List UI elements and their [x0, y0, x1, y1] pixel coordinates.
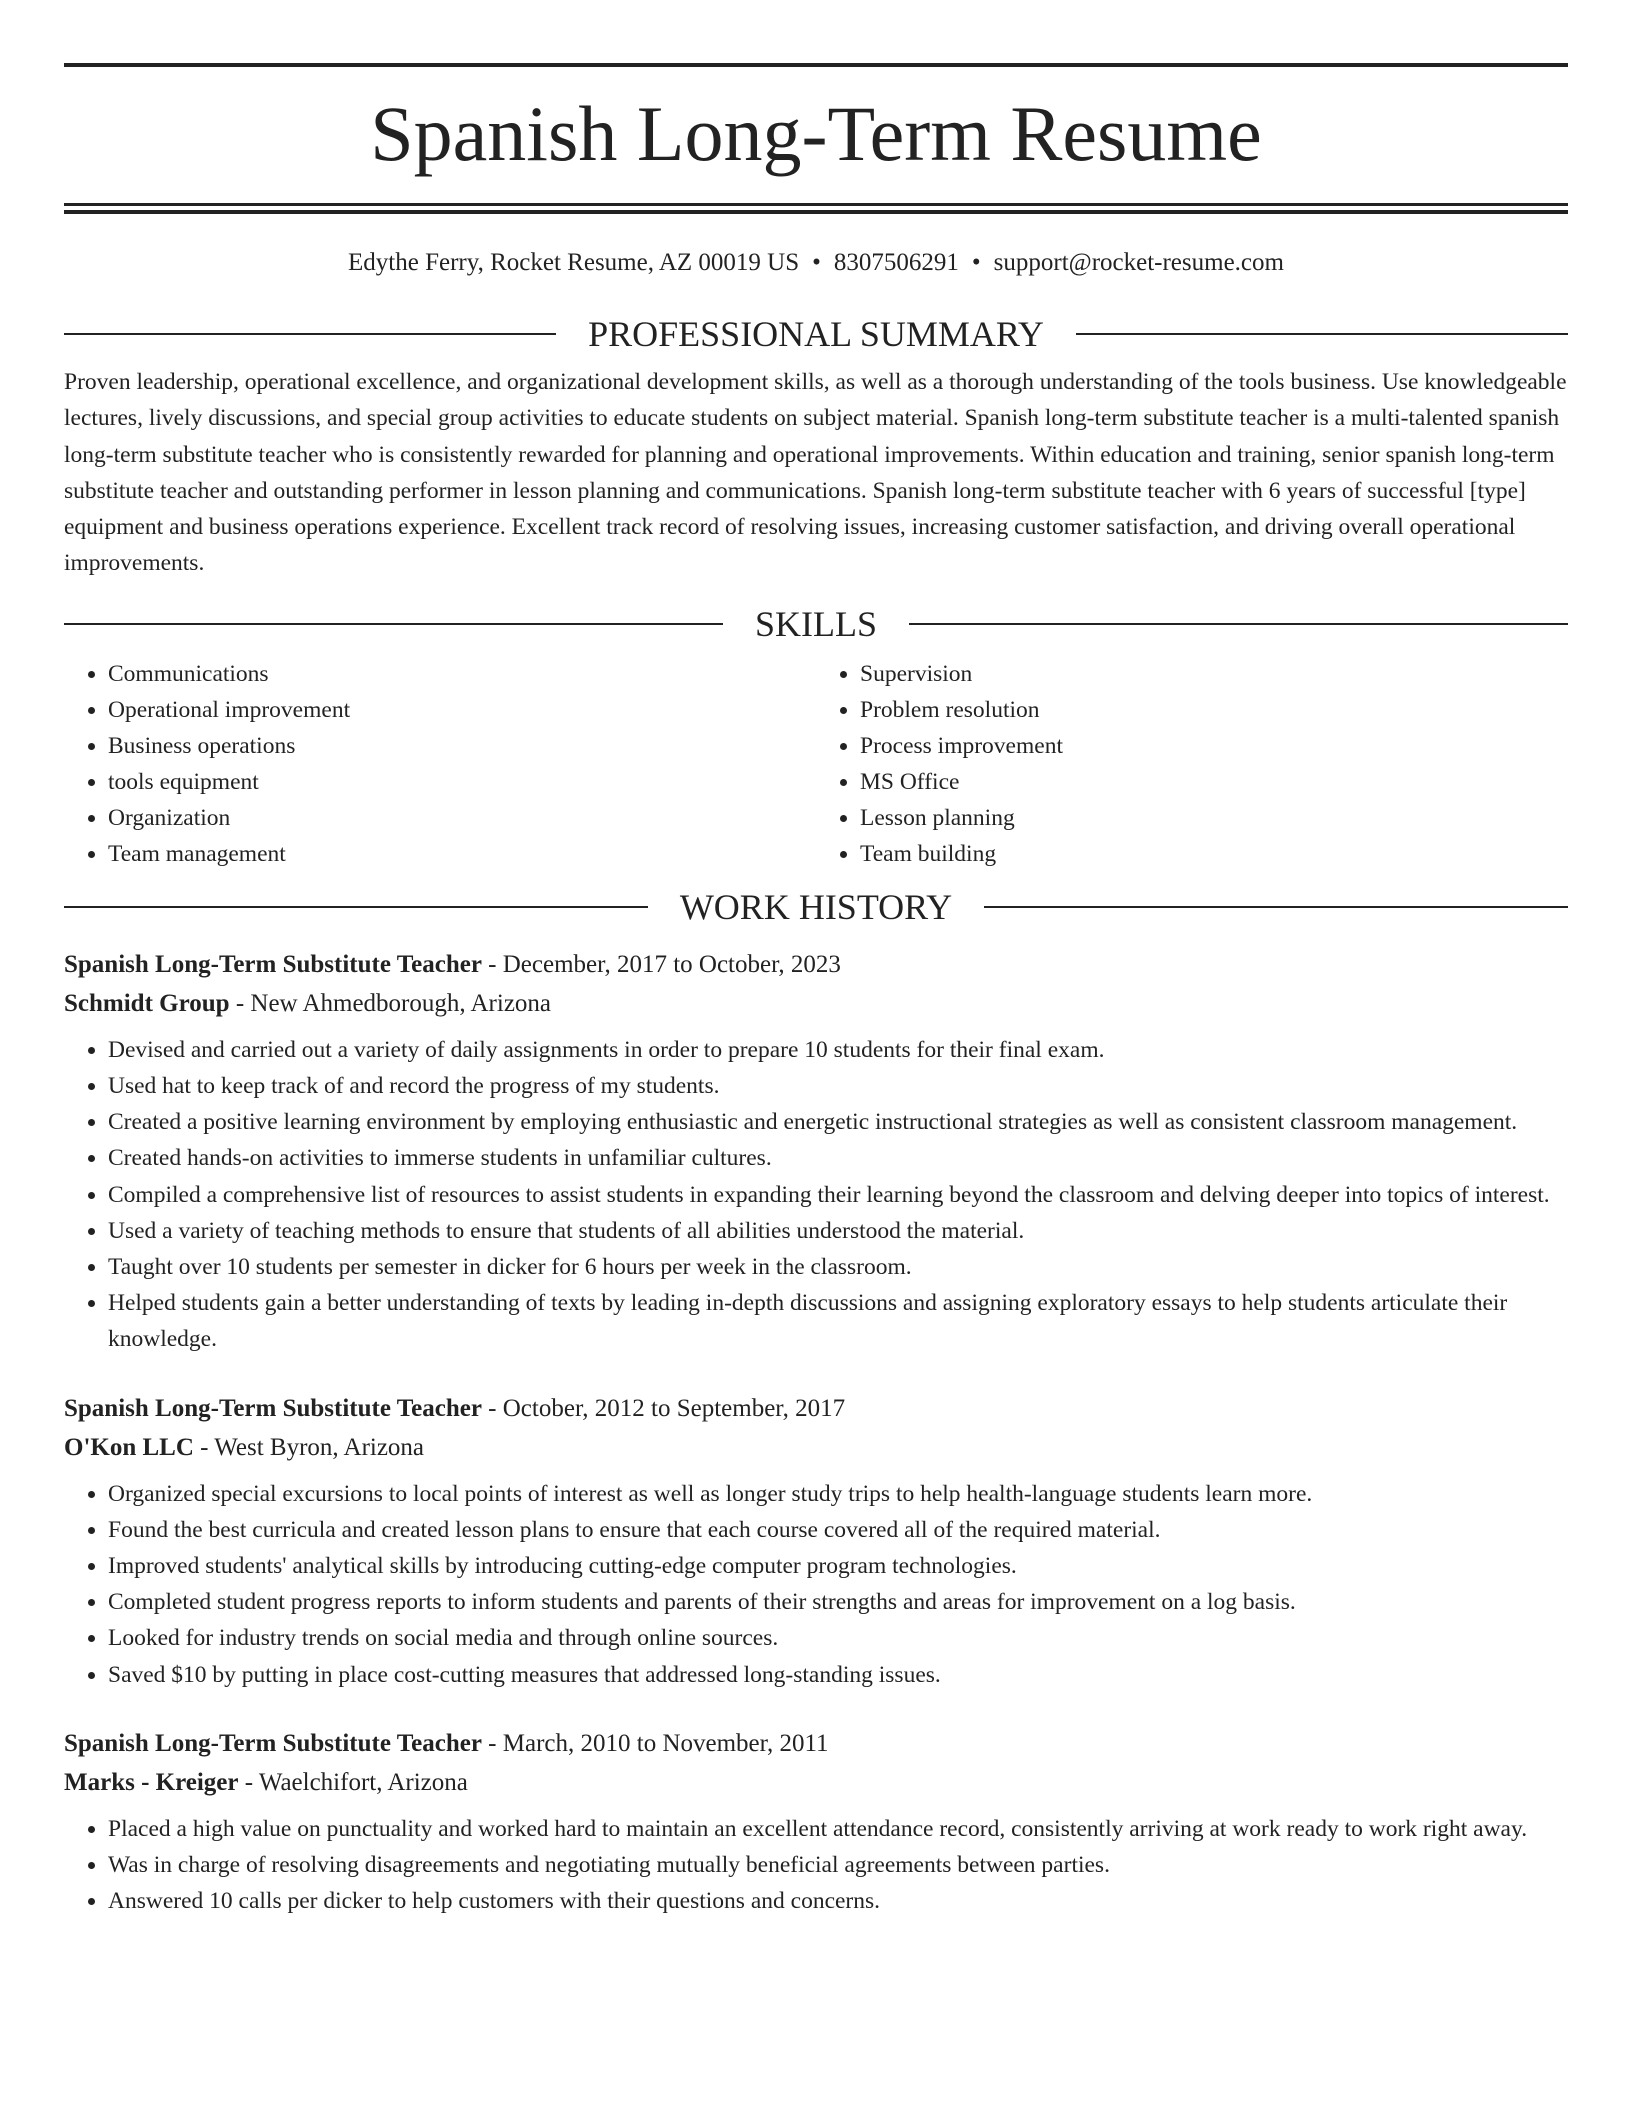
section-rule-left: [64, 333, 556, 335]
skill-item: • Lesson planning: [860, 800, 1568, 836]
job-bullets: [64, 1476, 1568, 1693]
title-double-rule: [64, 203, 1568, 214]
job-entry: [64, 1389, 1568, 1693]
skill-item: • Process improvement: [860, 728, 1568, 764]
job-dates: - October, 2012 to September, 2017: [481, 1394, 846, 1422]
skill-item: • Business operations: [108, 728, 816, 764]
job-company: Schmidt Group: [64, 989, 230, 1017]
skills-column-left: [64, 656, 816, 872]
section-rule-right: [984, 906, 1568, 908]
job-bullet: • Completed student progress reports to inform students and parents of their strengths and areas for improvement on a log basis.: [108, 1584, 1568, 1620]
job-title-line: [64, 945, 1568, 984]
job-bullet: • Used hat to keep track of and record the progress of my students.: [108, 1068, 1568, 1104]
work-section-header: [64, 887, 1568, 927]
skill-item: • Problem resolution: [860, 692, 1568, 728]
top-rule: [64, 63, 1568, 67]
skills-column-right: [816, 656, 1568, 872]
job-bullet: • Answered 10 calls per dicker to help customers with their questions and concerns.: [108, 1883, 1568, 1919]
section-rule-left: [64, 623, 723, 625]
contact-phone: 8307506291: [833, 249, 959, 276]
resume-page: [64, 0, 1568, 1919]
job-bullet: • Taught over 10 students per semester in dicker for 6 hours per week in the classroom.: [108, 1249, 1568, 1285]
contact-email: support@rocket-resume.com: [993, 249, 1284, 276]
job-bullets: [64, 1032, 1568, 1358]
job-title-line: [64, 1389, 1568, 1428]
job-bullet: • Helped students gain a better understanding of texts by leading in-depth discussions and assigning exploratory essays to help students articulate their knowledge.: [108, 1285, 1568, 1357]
skill-item: • Team building: [860, 836, 1568, 872]
job-title: Spanish Long-Term Substitute Teacher: [64, 1394, 482, 1422]
job-location: - New Ahmedborough, Arizona: [229, 989, 552, 1017]
skills-section-header: [64, 604, 1568, 644]
skill-item: • Team management: [108, 836, 816, 872]
job-entry: [64, 1724, 1568, 1920]
job-company-line: [64, 984, 1568, 1023]
job-bullet: • Organized special excursions to local points of interest as well as longer study trips to help health-language students learn more.: [108, 1476, 1568, 1512]
job-entry: [64, 945, 1568, 1358]
job-bullet: • Created hands-on activities to immerse students in unfamiliar cultures.: [108, 1140, 1568, 1176]
job-bullet: • Compiled a comprehensive list of resources to assist students in expanding their learning beyond the classroom and delving deeper into topics of interest.: [108, 1177, 1568, 1213]
skills-list: [64, 656, 1568, 872]
job-bullet: • Was in charge of resolving disagreements and negotiating mutually beneficial agreements between parties.: [108, 1847, 1568, 1883]
section-rule-left: [64, 906, 648, 908]
job-company-line: [64, 1763, 1568, 1802]
job-location: - West Byron, Arizona: [193, 1433, 425, 1461]
job-title: Spanish Long-Term Substitute Teacher: [64, 1729, 482, 1757]
contact-line: [64, 248, 1568, 278]
job-bullet: • Found the best curricula and created lesson plans to ensure that each course covered all of the required material.: [108, 1512, 1568, 1548]
skill-item: • Organization: [108, 800, 816, 836]
work-heading: WORK HISTORY: [679, 886, 953, 927]
job-company: O'Kon LLC: [64, 1433, 194, 1461]
skill-item: • Operational improvement: [108, 692, 816, 728]
job-bullet: • Placed a high value on punctuality and worked hard to maintain an excellent attendance record, consistently arriving at work ready to work right away.: [108, 1811, 1568, 1847]
job-dates: - December, 2017 to October, 2023: [481, 950, 841, 978]
skills-heading: SKILLS: [755, 603, 878, 644]
job-bullet: • Looked for industry trends on social media and through online sources.: [108, 1620, 1568, 1656]
job-bullet: • Created a positive learning environment by employing enthusiastic and energetic instructional strategies as well as consistent classroom management.: [108, 1104, 1568, 1140]
job-title: Spanish Long-Term Substitute Teacher: [64, 950, 482, 978]
resume-title: Spanish Long-Term Resume: [370, 90, 1262, 177]
skill-item: • tools equipment: [108, 764, 816, 800]
section-rule-right: [1076, 333, 1568, 335]
contact-separator: •: [971, 249, 981, 276]
skill-item: • Supervision: [860, 656, 1568, 692]
job-company: Marks - Kreiger: [64, 1768, 239, 1796]
job-location: - Waelchifort, Arizona: [238, 1768, 468, 1796]
summary-section-header: [64, 314, 1568, 354]
job-bullet: • Used a variety of teaching methods to ensure that students of all abilities understood the material.: [108, 1213, 1568, 1249]
skill-item: • Communications: [108, 656, 816, 692]
skill-item: • MS Office: [860, 764, 1568, 800]
job-title-line: [64, 1724, 1568, 1763]
job-bullet: • Improved students' analytical skills by introducing cutting-edge computer program technologies.: [108, 1548, 1568, 1584]
contact-address: Edythe Ferry, Rocket Resume, AZ 00019 US: [348, 249, 800, 276]
job-bullet: • Devised and carried out a variety of daily assignments in order to prepare 10 students for their final exam.: [108, 1032, 1568, 1068]
summary-heading: PROFESSIONAL SUMMARY: [588, 314, 1044, 354]
job-bullet: • Saved $10 by putting in place cost-cutting measures that addressed long-standing issues.: [108, 1657, 1568, 1693]
job-bullets: [64, 1811, 1568, 1920]
job-dates: - March, 2010 to November, 2011: [481, 1729, 829, 1757]
section-rule-right: [909, 623, 1568, 625]
summary-text: Proven leadership, operational excellence, and organizational development skills, as well as a thorough understanding of the tools business. Use knowledgeable lectures, lively discussions, and special group activities to educate students on subject material. Spanish long-term substitute teacher is a multi-talented spanish long-term substitute teacher who is consistently rewarded for planning and operational improvements. Within education and training, senior spanish long-term substitute teacher and outstanding performer in lesson planning and communications. Spanish long-term substitute teacher with 6 years of successful [type] equipment and business operations experience. Excellent track record of resolving issues, increasing customer satisfaction, and driving overall operational improvements.: [64, 369, 1567, 577]
job-company-line: [64, 1428, 1568, 1467]
contact-separator: •: [812, 249, 821, 276]
